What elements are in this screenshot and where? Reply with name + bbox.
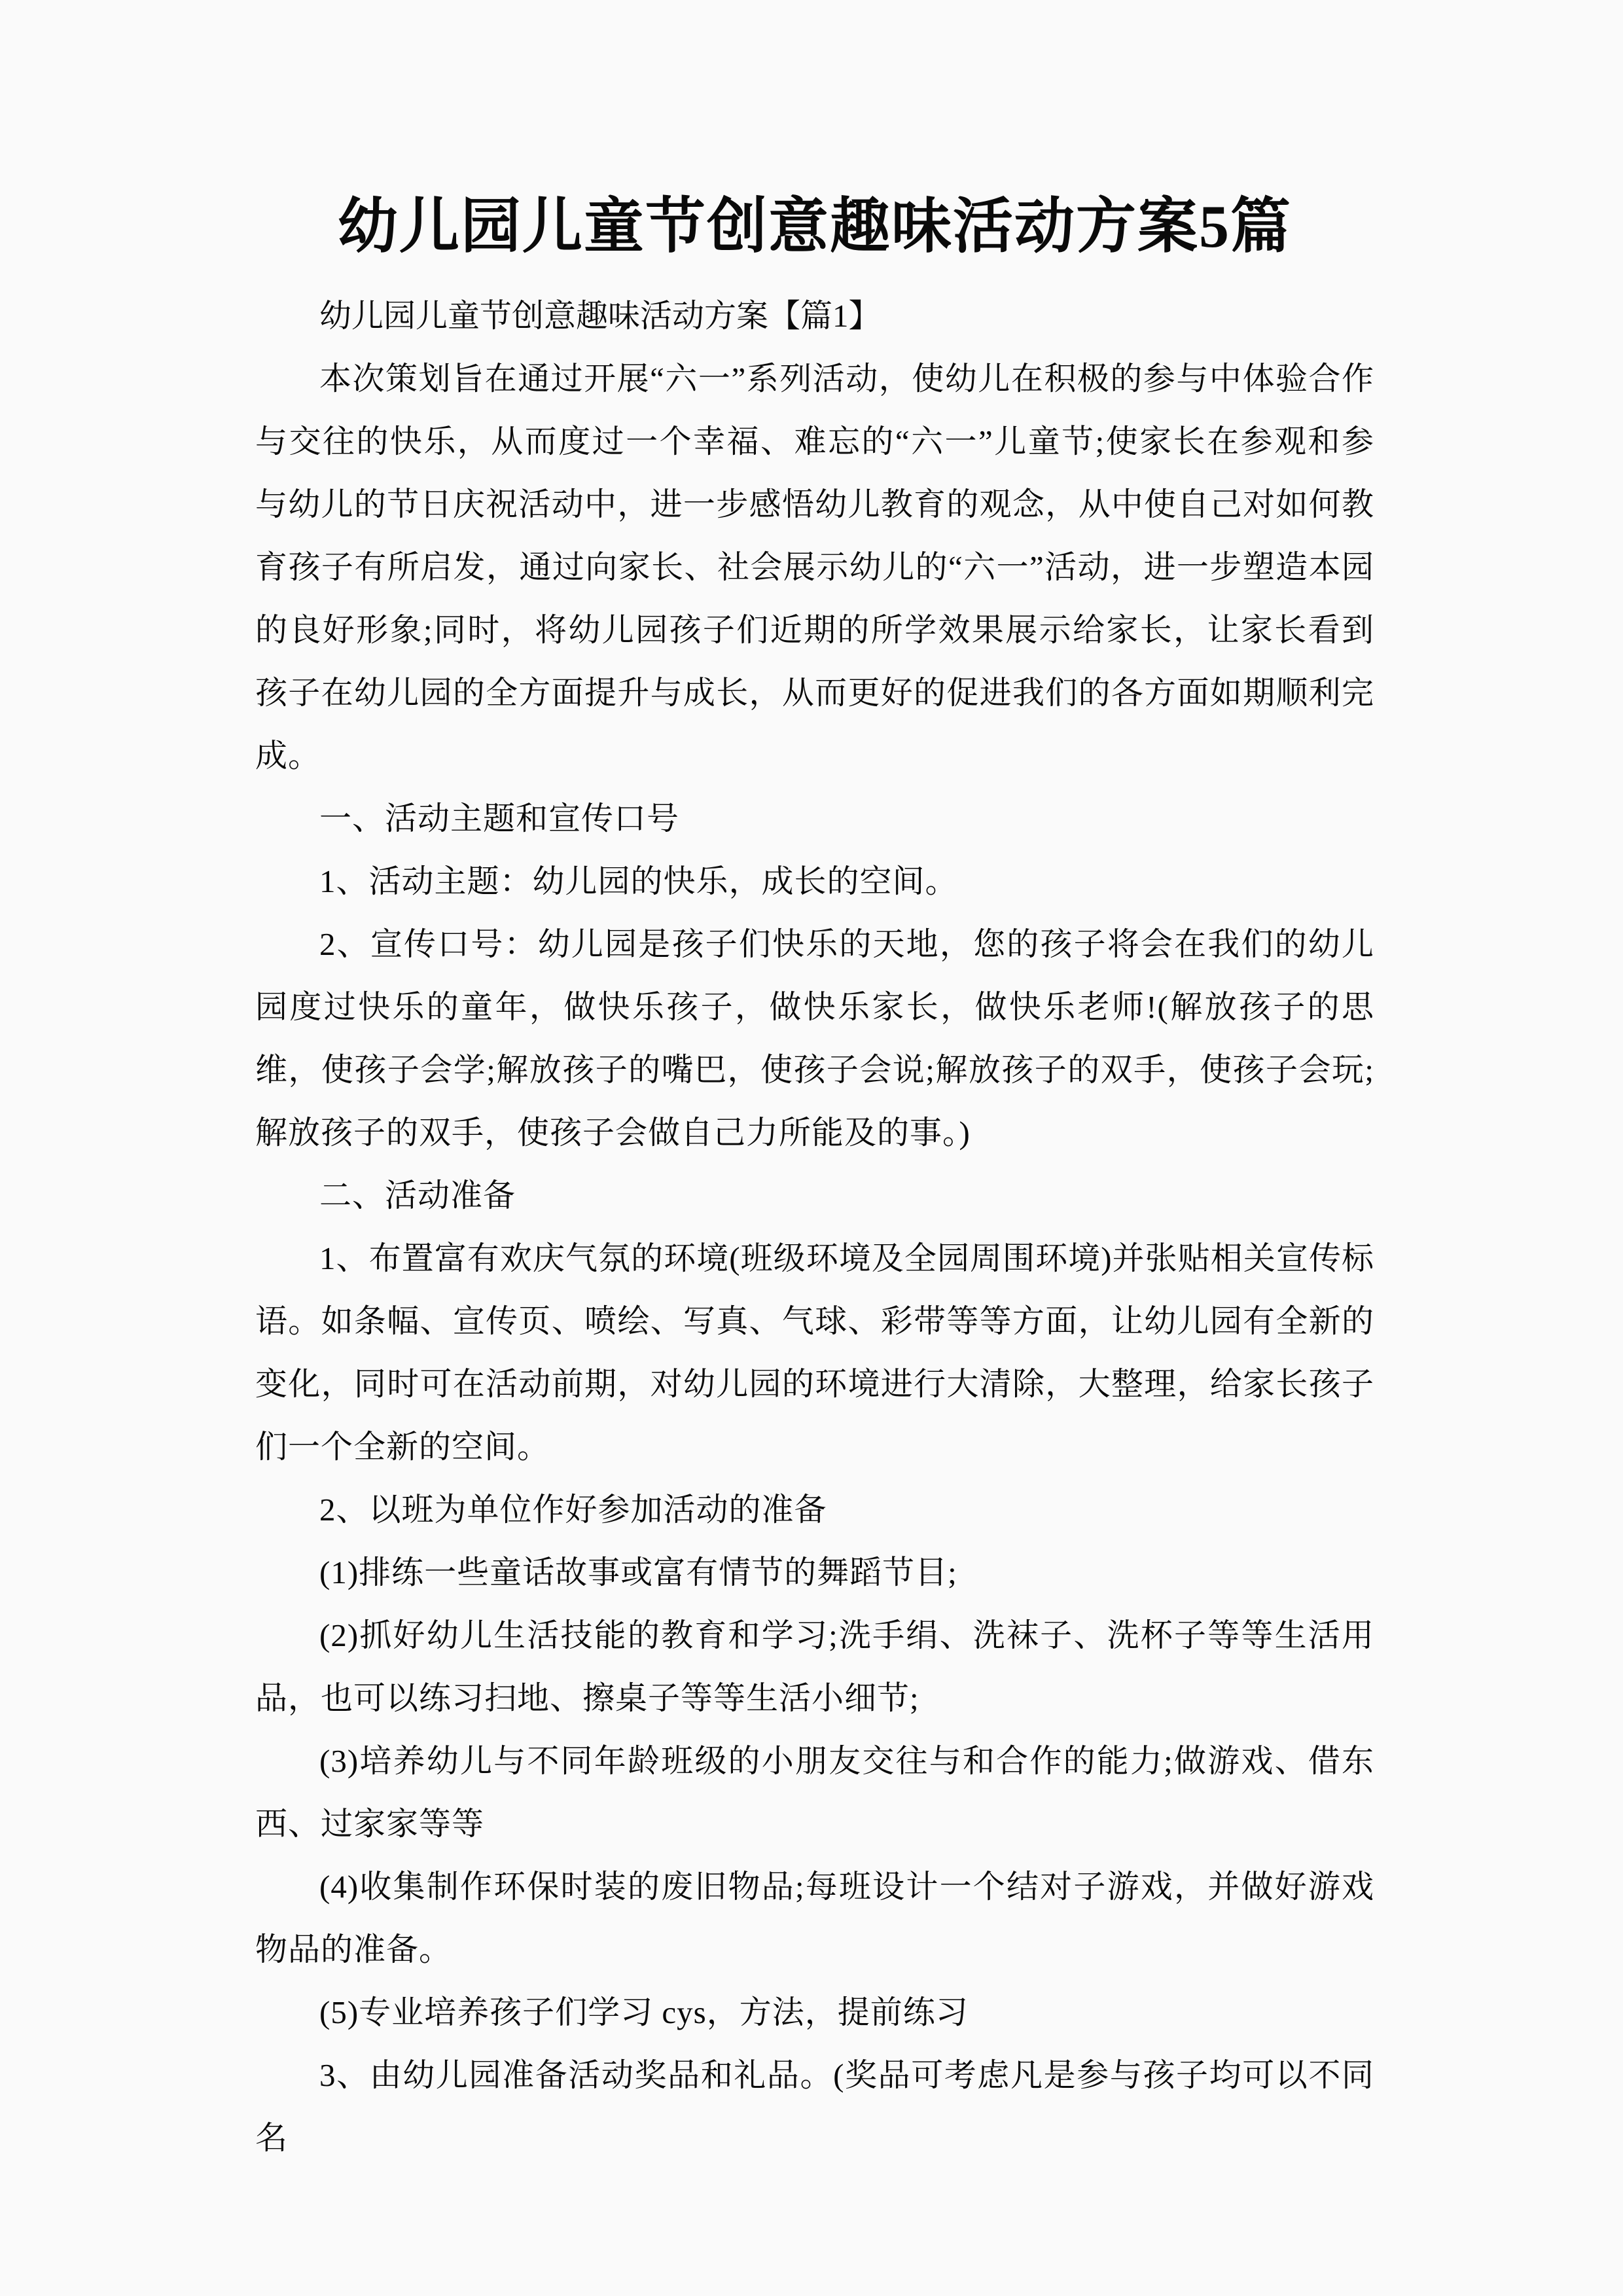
paragraph-prep-2-3: (3)培养幼儿与不同年龄班级的小朋友交往与和合作的能力;做游戏、借东西、过家家等等 xyxy=(255,1743,1374,1842)
document-subtitle: 幼儿园儿童节创意趣味活动方案【篇1】 xyxy=(319,298,881,334)
paragraph-prep-2-4: (4)收集制作环保时装的废旧物品;每班设计一个结对子游戏，并做好游戏物品的准备。 xyxy=(255,1869,1374,1967)
paragraph-prep-3: 3、由幼儿园准备活动奖品和礼品。(奖品可考虑凡是参与孩子均可以不同名 xyxy=(255,2057,1374,2156)
document-body xyxy=(255,348,1374,2170)
document-content xyxy=(255,185,1374,2170)
paragraph-prep-2-5: (5)专业培养孩子们学习 cys，方法，提前练习 xyxy=(319,1994,969,2030)
paragraph-intro: 本次策划旨在通过开展“六一”系列活动，使幼儿在积极的参与中体验合作与交往的快乐，从而度过一个幸福、难忘的“六一”儿童节;使家长在参观和参与幼儿的节日庆祝活动中，进一步感悟幼儿教育的观念，从中使自己对如何教育孩子有所启发，通过向家长、社会展示幼儿的“六一”活动，进一步塑造本园的良好形象;同时，将幼儿园孩子们近期的所学效果展示给家长，让家长看到孩子在幼儿园的全方面提升与成长，从而更好的促进我们的各方面如期顺利完成。 xyxy=(255,361,1374,774)
paragraph-prep-1: 1、布置富有欢庆气氛的环境(班级环境及全园周围环境)并张贴相关宣传标语。如条幅、宣传页、喷绘、写真、气球、彩带等等方面，让幼儿园有全新的变化，同时可在活动前期，对幼儿园的环境进行大清除，大整理，给家长孩子们一个全新的空间。 xyxy=(255,1240,1374,1465)
document-title: 幼儿园儿童节创意趣味活动方案5篇 xyxy=(337,193,1292,260)
paragraph-prep-2: 2、以班为单位作好参加活动的准备 xyxy=(319,1492,827,1528)
paragraph-prep-2-1: (1)排练一些童话故事或富有情节的舞蹈节目; xyxy=(319,1554,957,1590)
paragraph-theme: 1、活动主题：幼儿园的快乐，成长的空间。 xyxy=(319,863,958,899)
paragraph-prep-2-2: (2)抓好幼儿生活技能的教育和学习;洗手绢、洗袜子、洗杯子等等生活用品，也可以练习扫地、擦桌子等等生活小细节; xyxy=(255,1617,1374,1716)
heading-section-2: 二、活动准备 xyxy=(319,1177,516,1213)
heading-section-1: 一、活动主题和宣传口号 xyxy=(319,800,680,836)
paragraph-slogan: 2、宣传口号：幼儿园是孩子们快乐的天地，您的孩子将会在我们的幼儿园度过快乐的童年，做快乐孩子，做快乐家长，做快乐老师!(解放孩子的思维，使孩子会学;解放孩子的嘴巴，使孩子会说;解放孩子的双手，使孩子会玩;解放孩子的双手，使孩子会做自己力所能及的事。) xyxy=(255,926,1374,1151)
